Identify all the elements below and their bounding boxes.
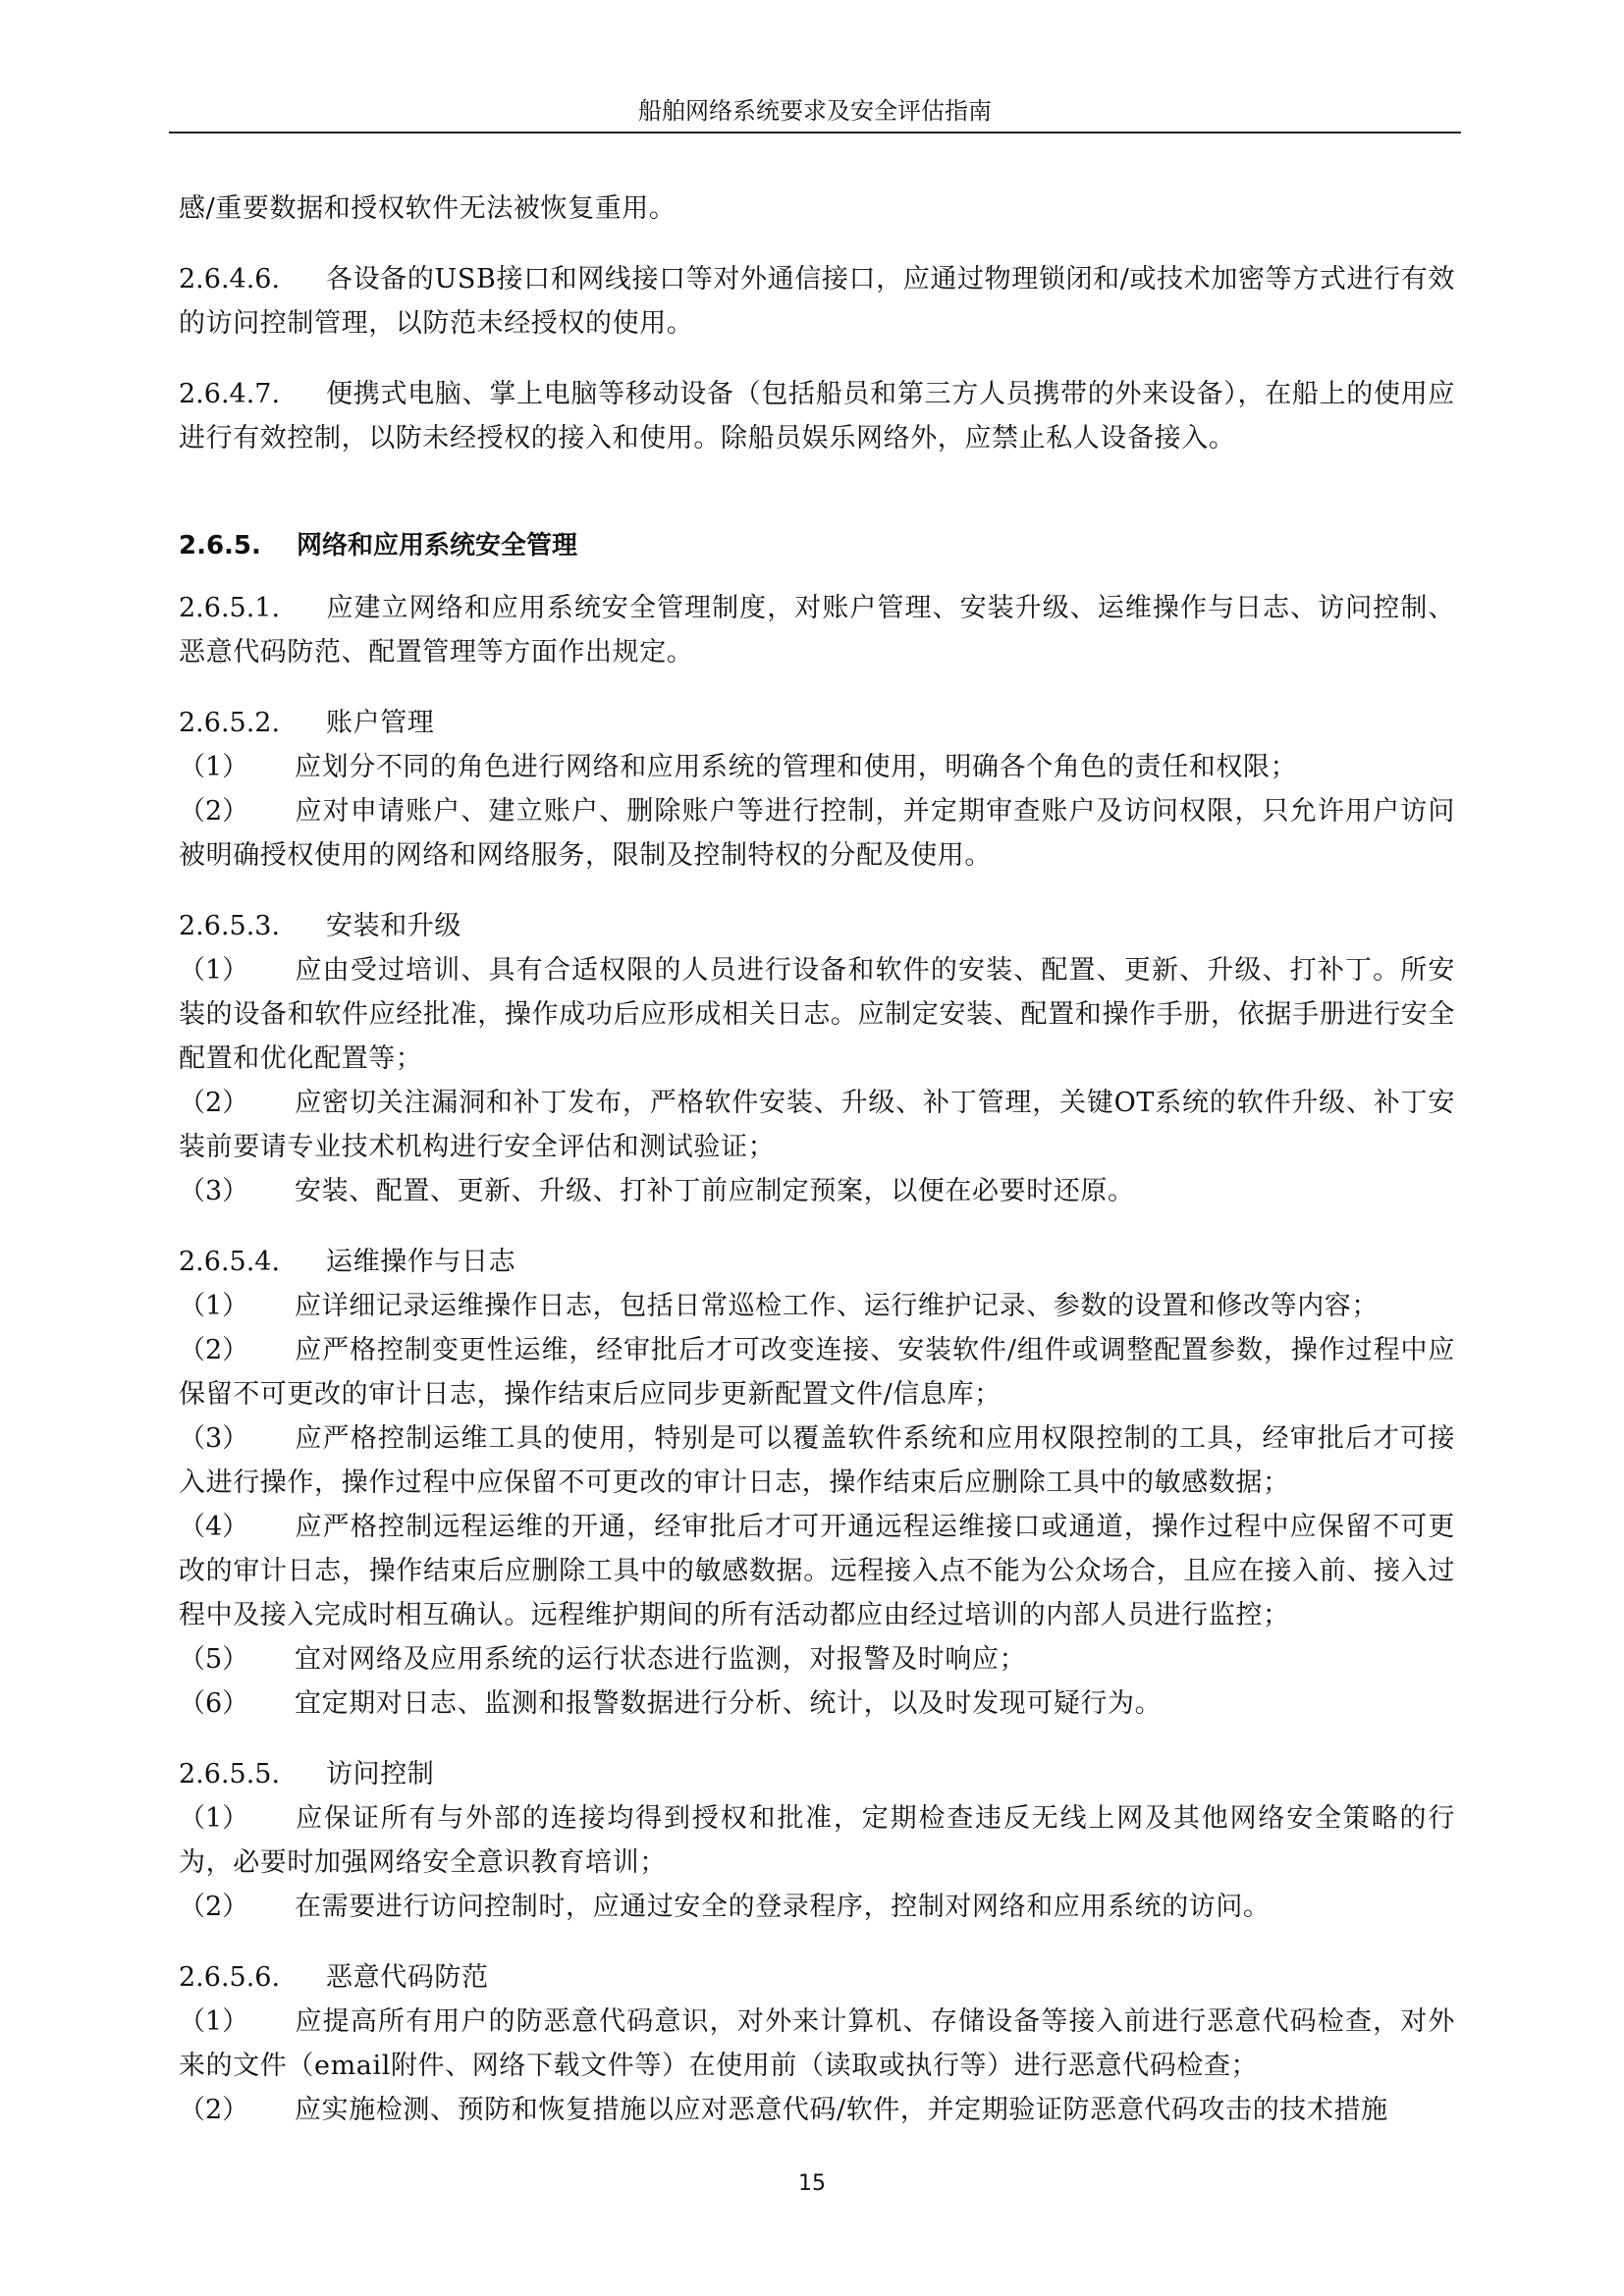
clause-2-6-5-2 <box>179 701 1455 745</box>
list-item <box>179 1885 1455 1929</box>
clause-title: 安装和升级 <box>326 911 461 941</box>
item-number: （6） <box>179 1688 249 1719</box>
list-item <box>179 2000 1455 2088</box>
item-number: （1） <box>179 1803 249 1834</box>
item-text: 应由受过培训、具有合适权限的人员进行设备和软件的安装、配置、更新、升级、打补丁。所安装的设备和软件应经批准，操作成功后应形成相关日志。应制定安装、配置和操作手册，依据手册进行安全配置和优化配置等； <box>179 955 1455 1074</box>
item-text: 安装、配置、更新、升级、打补丁前应制定预案，以便在必要时还原。 <box>295 1176 1135 1206</box>
item-number: （1） <box>179 2006 249 2037</box>
clause-2-6-4-7 <box>179 372 1455 460</box>
clause-number: 2.6.4.7. <box>179 379 281 409</box>
list-item <box>179 1284 1455 1328</box>
item-text: 应详细记录运维操作日志，包括日常巡检工作、运行维护记录、参数的设置和修改等内容； <box>295 1291 1379 1321</box>
item-number: （3） <box>179 1176 249 1206</box>
clause-number: 2.6.4.6. <box>179 264 281 294</box>
header-rule <box>169 132 1461 133</box>
running-header: 船舶网络系统要求及安全评估指南 <box>638 97 992 125</box>
item-number: （1） <box>179 955 249 986</box>
item-number: （4） <box>179 1512 249 1542</box>
paragraph-continuation: 感/重要数据和授权软件无法被恢复重用。 <box>179 193 677 224</box>
clause-2-6-4-6 <box>179 257 1455 346</box>
item-number: （2） <box>179 1335 249 1365</box>
clause-2-6-5-5 <box>179 1752 1455 1796</box>
item-text: 宜定期对日志、监测和报警数据进行分析、统计，以及时发现可疑行为。 <box>295 1688 1163 1719</box>
list-item <box>179 1328 1455 1416</box>
clause-text: 应建立网络和应用系统安全管理制度，对账户管理、安装升级、运维操作与日志、访问控制、恶意代码防范、配置管理等方面作出规定。 <box>179 593 1455 667</box>
page-number: 15 <box>798 2171 826 2196</box>
item-text: 应严格控制变更性运维，经审批后才可改变连接、安装软件/组件或调整配置参数，操作过程中应保留不可更改的审计日志，操作结束后应同步更新配置文件/信息库； <box>179 1335 1455 1410</box>
clause-text: 便携式电脑、掌上电脑等移动设备（包括船员和第三方人员携带的外来设备），在船上的使用应进行有效控制，以防未经授权的接入和使用。除船员娱乐网络外，应禁止私人设备接入。 <box>179 379 1455 454</box>
clause-number: 2.6.5.6. <box>179 1962 281 1993</box>
list-item <box>179 745 1455 789</box>
item-text: 在需要进行访问控制时，应通过安全的登录程序，控制对网络和应用系统的访问。 <box>295 1892 1271 1922</box>
clause-title: 账户管理 <box>326 708 435 738</box>
section-heading-2-6-5 <box>179 524 1455 568</box>
item-number: （5） <box>179 1644 249 1675</box>
page-content <box>179 187 1455 2132</box>
item-number: （1） <box>179 752 249 782</box>
list-item <box>179 789 1455 878</box>
clause-number: 2.6.5.4. <box>179 1247 281 1277</box>
section-title: 网络和应用系统安全管理 <box>297 531 578 561</box>
item-number: （3） <box>179 1423 249 1454</box>
item-number: （2） <box>179 2095 249 2125</box>
item-text: 应划分不同的角色进行网络和应用系统的管理和使用，明确各个角色的责任和权限； <box>295 752 1298 782</box>
clause-number: 2.6.5.3. <box>179 911 281 941</box>
item-text: 应保证所有与外部的连接均得到授权和批准，定期检查违反无线上网及其他网络安全策略的行为，必要时加强网络安全意识教育培训； <box>179 1803 1455 1878</box>
item-text: 宜对网络及应用系统的运行状态进行监测，对报警及时响应； <box>295 1644 1027 1675</box>
clause-title: 运维操作与日志 <box>326 1247 516 1277</box>
item-number: （1） <box>179 1291 249 1321</box>
list-item <box>179 1796 1455 1885</box>
list-item <box>179 1505 1455 1637</box>
list-item <box>179 1416 1455 1505</box>
item-number: （2） <box>179 1088 249 1118</box>
list-item <box>179 1169 1455 1213</box>
item-text: 应提高所有用户的防恶意代码意识，对外来计算机、存储设备等接入前进行恶意代码检查，对外来的文件（email附件、网络下载文件等）在使用前（读取或执行等）进行恶意代码检查； <box>179 2006 1455 2081</box>
list-item <box>179 1637 1455 1682</box>
item-text: 应严格控制运维工具的使用，特别是可以覆盖软件系统和应用权限控制的工具，经审批后才可接入进行操作，操作过程中应保留不可更改的审计日志，操作结束后应删除工具中的敏感数据； <box>179 1423 1455 1498</box>
list-item <box>179 948 1455 1081</box>
section-number: 2.6.5. <box>179 531 261 561</box>
item-text: 应严格控制远程运维的开通，经审批后才可开通远程运维接口或通道，操作过程中应保留不可更改的审计日志，操作结束后应删除工具中的敏感数据。远程接入点不能为公众场合，且应在接入前、接入过程中及接入完成时相互确认。远程维护期间的所有活动都应由经过培训的内部人员进行监控； <box>179 1512 1455 1630</box>
list-item <box>179 1682 1455 1726</box>
item-number: （2） <box>179 1892 249 1922</box>
clause-title: 访问控制 <box>326 1759 435 1789</box>
clause-number: 2.6.5.1. <box>179 593 281 623</box>
clause-title: 恶意代码防范 <box>326 1962 489 1993</box>
clause-number: 2.6.5.5. <box>179 1759 281 1789</box>
item-number: （2） <box>179 796 249 827</box>
clause-2-6-5-3 <box>179 904 1455 948</box>
list-item <box>179 2088 1455 2132</box>
clause-2-6-5-6 <box>179 1955 1455 2000</box>
clause-number: 2.6.5.2. <box>179 708 281 738</box>
clause-2-6-5-4 <box>179 1240 1455 1284</box>
list-item <box>179 1081 1455 1169</box>
item-text: 应密切关注漏洞和补丁发布，严格软件安装、升级、补丁管理，关键OT系统的软件升级、补丁安装前要请专业技术机构进行安全评估和测试验证； <box>179 1088 1455 1162</box>
item-text: 应实施检测、预防和恢复措施以应对恶意代码/软件，并定期验证防恶意代码攻击的技术措施 <box>295 2095 1388 2125</box>
clause-text: 各设备的USB接口和网线接口等对外通信接口，应通过物理锁闭和/或技术加密等方式进行有效的访问控制管理，以防范未经授权的使用。 <box>179 264 1455 339</box>
item-text: 应对申请账户、建立账户、删除账户等进行控制，并定期审查账户及访问权限，只允许用户访问被明确授权使用的网络和网络服务，限制及控制特权的分配及使用。 <box>179 796 1455 871</box>
clause-2-6-5-1 <box>179 586 1455 674</box>
